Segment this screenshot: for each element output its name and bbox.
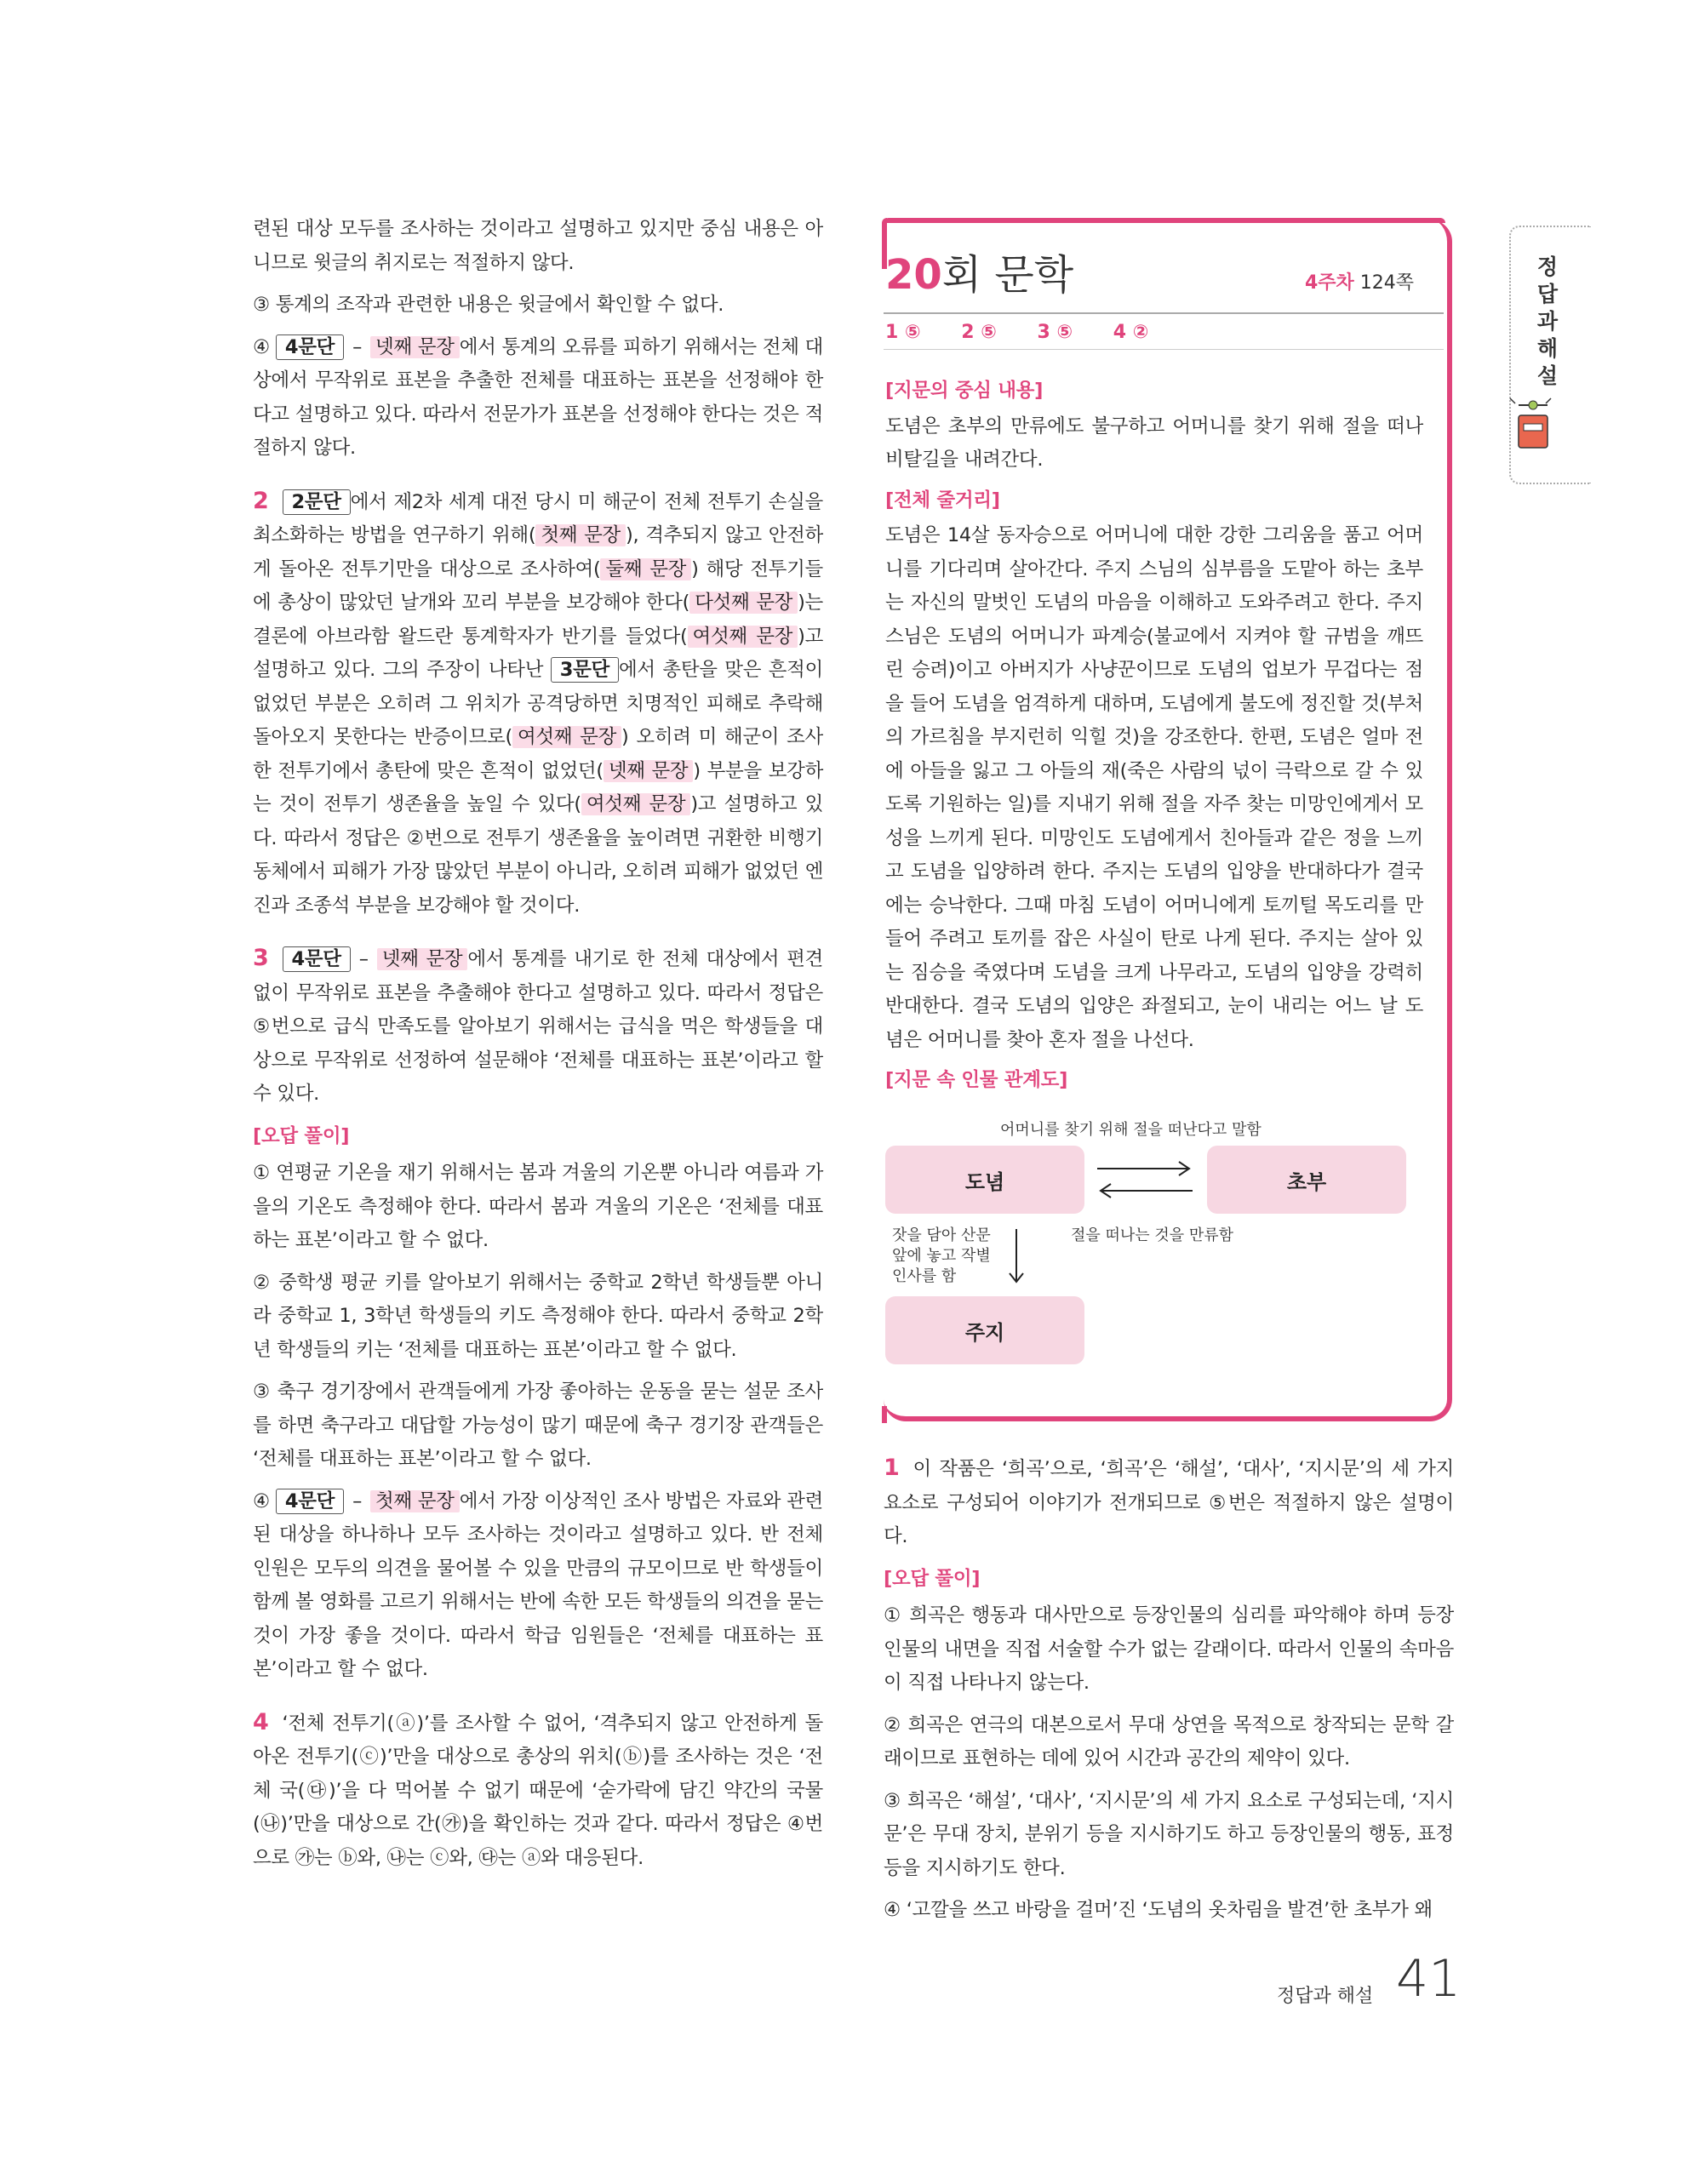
- sentence-highlight: 첫째 문장: [370, 1490, 460, 1512]
- card-title: 20회 문학: [885, 251, 1074, 299]
- paragraph-tag: 2문단: [283, 489, 351, 515]
- wrong-answer-2: ② 희곡은 연극의 대본으로서 무대 상연을 목적으로 창작되는 문학 갈래이므로 표현하는 데에 있어 시간과 공간의 제약이 있다.: [884, 1713, 1454, 1769]
- sentence-highlight: 다섯째 문장: [689, 592, 798, 614]
- card-body: [885, 368, 1423, 1100]
- node-donyeom: 도념: [885, 1146, 1084, 1214]
- question-1-paragraph: 1 이 작품은 ‘희곡’으로, ‘희곡’은 ‘해설’, ‘대사’, ‘지시문’의 세 가지 요소로 구성되어 이야기가 전개되므로 ⑤번은 적절하지 않은 설명이다.: [884, 1455, 1454, 1547]
- question-number: 3: [253, 945, 269, 971]
- side-tab-label: 정 답 과 해 설: [1536, 254, 1559, 388]
- card-divider: [884, 312, 1444, 314]
- answer-item: 1 ⑤: [885, 322, 921, 343]
- book-pencil-icon: [1507, 393, 1558, 453]
- card-bottom-border: [882, 1406, 887, 1423]
- sentence-highlight: 넷째 문장: [377, 948, 468, 970]
- sentence-highlight: 첫째 문장: [535, 524, 626, 546]
- sentence-highlight: 여섯째 문장: [688, 626, 798, 648]
- synopsis-heading: [전체 줄거리]: [885, 489, 1000, 512]
- question-4-paragraph: 4 ‘전체 전투기(ⓐ)’를 조사할 수 없어, ‘격추되지 않고 안전하게 돌아온 전투기(ⓒ)’만을 대상으로 총상의 위치(ⓑ)를 조사하는 것은 ‘전체 국(㉰)’을 다 먹어볼 수 없기 때문에 ‘숟가락에 담긴 약간의 국물(㉯)’만을 대상으로 간(㉮)을 확인하는 것과 같다. 따라서 정답은 ④번으로 ㉮는 ⓑ와, ㉯는 ⓒ와, ㉰는 ⓐ와 대응된다.: [253, 1708, 823, 1869]
- wrong-answer-4: ④ 4문단 – 첫째 문장 에서 가장 이상적인 조사 방법은 자료와 관련된 대상을 하나하나 모두 조사하는 것이라고 설명하고 있다. 반 전체 인원은 모두의 의견을 물어볼 수 있을 만큼의 규모이므로 반 학생들이 함께 볼 영화를 고르기 위해서는 반에 속한 모든 학생들의 의견을 묻는 것이 가장 좋을 것이다. 따라서 학급 임원들은 ‘전체를 대표하는 표본’이라고 할 수 없다.: [253, 1489, 823, 1680]
- diagram-top-label: 어머니를 찾기 위해 절을 떠난다고 말함: [1000, 1121, 1262, 1139]
- central-content-heading: [지문의 중심 내용]: [885, 380, 1044, 402]
- sentence-highlight: 넷째 문장: [370, 336, 460, 358]
- wrong-answer-heading: [오답 풀이]: [253, 1124, 350, 1147]
- paragraph-tag: 4문단: [276, 1489, 344, 1514]
- synopsis-text: 도념은 14살 동자승으로 어머니에 대한 강한 그리움을 품고 어머니를 기다리며 살아간다. 주지 스님의 심부름을 도맡아 하는 초부는 자신의 말벗인 도념의 마음을 이해하고 도와주려고 한다. 주지 스님은 도념의 어머니가 파계승(불교에서 지켜야 할 규범을 깨뜨린 승려)이고 아버지가 사냥꾼이므로 도념의 업보가 무겁다는 점을 들어 도념을 엄격하게 대하며, 도념에게 불도에 정진할 것(부처의 가르침을 부지런히 익힐 것)을 강조한다. 한편, 도념은 얼마 전에 아들을 잃고 그 아들의 재(죽은 사람의 넋이 극락으로 갈 수 있도록 기원하는 일)를 지내기 위해 절을 자주 찾는 미망인에게서 모성을 느끼게 된다. 미망인도 도념에게서 친아들과 같은 정을 느끼고 도념을 입양하려 한다. 주지는 도념의 입양을 반대하다가 결국에는 승낙한다. 그때 마침 도념이 어머니에게 토끼털 목도리를 만들어 주려고 토끼를 잡은 사실이 탄로 나게 된다. 주지는 살아 있는 짐승을 죽였다며 도념을 크게 나무라고, 도념의 입양을 강력히 반대한다. 결국 도념의 입양은 좌절되고, 눈이 내리는 어느 날 도념은 어머니를 찾아 혼자 절을 나선다.: [885, 524, 1423, 1051]
- answer-key: [885, 322, 1182, 343]
- sentence-highlight: 여섯째 문장: [512, 726, 621, 748]
- option-4-paragraph: ④ 4문단 – 넷째 문장 에서 통계의 오류를 피하기 위해서는 전체 대상에서 무작위로 표본을 추출한 전체를 대표하는 표본을 선정해야 한다고 설명하고 있다. 따라서 전문가가 표본을 선정해야 한다는 것은 적절하지 않다.: [253, 335, 823, 459]
- intro-paragraph: 련된 대상 모두를 조사하는 것이라고 설명하고 있지만 중심 내용은 아니므로 윗글의 취지로는 적절하지 않다.: [253, 218, 823, 274]
- sentence-highlight: 넷째 문장: [604, 760, 694, 782]
- wrong-answer-1: ① 희곡은 행동과 대사만으로 등장인물의 심리를 파악해야 하며 등장인물의 내면을 직접 서술할 수가 없는 갈래이다. 따라서 인물의 속마음이 직접 나타나지 않는다.: [884, 1604, 1454, 1694]
- footer-label: 정답과 해설: [1277, 1986, 1374, 2007]
- wrong-answer-3: ③ 축구 경기장에서 관객들에게 가장 좋아하는 운동을 묻는 설문 조사를 하면 축구라고 대답할 가능성이 많기 때문에 축구 경기장 관객들은 ‘전체를 대표하는 표본’이라고 할 수 없다.: [253, 1381, 823, 1470]
- relationship-heading: [지문 속 인물 관계도]: [885, 1069, 1068, 1091]
- wrong-answer-1: ① 연평균 기온을 재기 위해서는 봄과 겨울의 기온뿐 아니라 여름과 가을의 기온도 측정해야 한다. 따라서 봄과 겨울의 기온은 ‘전체를 대표하는 표본’이라고 할 수 없다.: [253, 1162, 823, 1251]
- answer-item: 4 ②: [1113, 322, 1149, 343]
- paragraph-tag: 3문단: [551, 657, 619, 683]
- question-number: 4: [253, 1708, 269, 1735]
- question-number: 1: [884, 1455, 900, 1481]
- answer-item: 2 ⑤: [961, 322, 997, 343]
- right-column: [884, 1451, 1454, 1936]
- option-3-paragraph: ③ 통계의 조작과 관련한 내용은 윗글에서 확인할 수 없다.: [253, 294, 724, 316]
- card-top-border: [884, 218, 1445, 223]
- paragraph-tag: 4문단: [283, 946, 351, 972]
- question-3-paragraph: 3 4문단 – 넷째 문장 에서 통계를 내기로 한 전체 대상에서 편견 없이 무작위로 표본을 추출해야 한다고 설명하고 있다. 따라서 정답은 ⑤번으로 급식 만족도를 알아보기 위해서는 급식을 먹은 학생들을 대상으로 무작위로 선정하여 설문해야 ‘전체를 대표하는 표본’이라고 할 수 있다.: [253, 945, 823, 1105]
- node-juji: 주지: [885, 1296, 1084, 1364]
- node-chobu: 초부: [1207, 1146, 1406, 1214]
- diagram-mid-label: 절을 떠나는 것을 만류함: [1071, 1226, 1234, 1244]
- sentence-highlight: 여섯째 문장: [581, 793, 690, 815]
- paragraph-tag: 4문단: [276, 334, 344, 360]
- wrong-answer-4: ④ ‘고깔을 쓰고 바랑을 걸머’진 ‘도념의 옷차림을 발견’한 초부가 왜: [884, 1899, 1433, 1921]
- down-arrow-icon: [1006, 1227, 1027, 1287]
- left-column: [253, 213, 823, 1884]
- page-number: 41: [1396, 1949, 1462, 2009]
- wrong-answer-3: ③ 희곡은 ‘해설’, ‘대사’, ‘지시문’의 세 가지 요소로 구성되는데, ‘지시문’은 무대 장치, 분위기 등을 지시하기도 하고 등장인물의 행동, 표정 등을 지시하기도 한다.: [884, 1789, 1454, 1879]
- central-content-text: 도념은 초부의 만류에도 불구하고 어머니를 찾기 위해 절을 떠나 비탈길을 내려간다.: [885, 415, 1423, 471]
- card-week-ref: 4주차 124쪽: [1305, 272, 1415, 294]
- wrong-answer-heading: [오답 풀이]: [884, 1567, 981, 1590]
- wrong-answer-2: ② 중학생 평균 키를 알아보기 위해서는 중학교 2학년 학생들뿐 아니라 중학교 1, 3학년 학생들의 키도 측정해야 한다. 따라서 중학교 2학년 학생들의 키는 ‘전체를 대표하는 표본’이라고 할 수 없다.: [253, 1271, 823, 1361]
- diagram-left-label: 잣을 담아 산문 앞에 놓고 작별 인사를 함: [892, 1226, 991, 1285]
- answer-item: 3 ⑤: [1037, 322, 1073, 343]
- question-2-paragraph: 2 2문단 에서 제2차 세계 대전 당시 미 해군이 전체 전투기 손실을 최소화하는 방법을 연구하기 위해( 첫째 문장 ), 격추되지 않고 안전하게 돌아온 전투기만을 대상으로 조사하여( 둘째 문장 ) 해당 전투기들에 총상이 많았던 날개와 꼬리 부분을 보강해야 한다( 다섯째 문장 )는 결론에 아브라함 왈드란 통계학자가 반기를 들었다( 여섯째 문장 )고 설명하고 있다. 그의 주장이 나타난 3문단 에서 총탄을 맞은 흔적이 없었던 부분은 오히려 그 위치가 공격당하면 치명적인 피해로 추락해 돌아오지 못한다는 반증이므로( 여섯째 문장 ) 오히려 미 해군이 조사한 전투기에서 총탄에 맞은 흔적이 없었던( 넷째 문장 ) 부분을 보강하는 것이 전투기 생존율을 높일 수 있다( 여섯째 문장 )고 설명하고 있다. 따라서 정답은 ②번으로 전투기 생존율을 높이려면 귀환한 비행기 동체에서 피해가 가장 많았던 부분이 아니라, 오히려 피해가 없었던 엔진과 조종석 부분을 보강해야 할 것이다.: [253, 487, 824, 917]
- card-divider-2: [884, 349, 1444, 350]
- bidirectional-arrow-icon: [1094, 1153, 1196, 1204]
- sentence-highlight: 둘째 문장: [600, 558, 691, 580]
- question-number: 2: [253, 487, 269, 514]
